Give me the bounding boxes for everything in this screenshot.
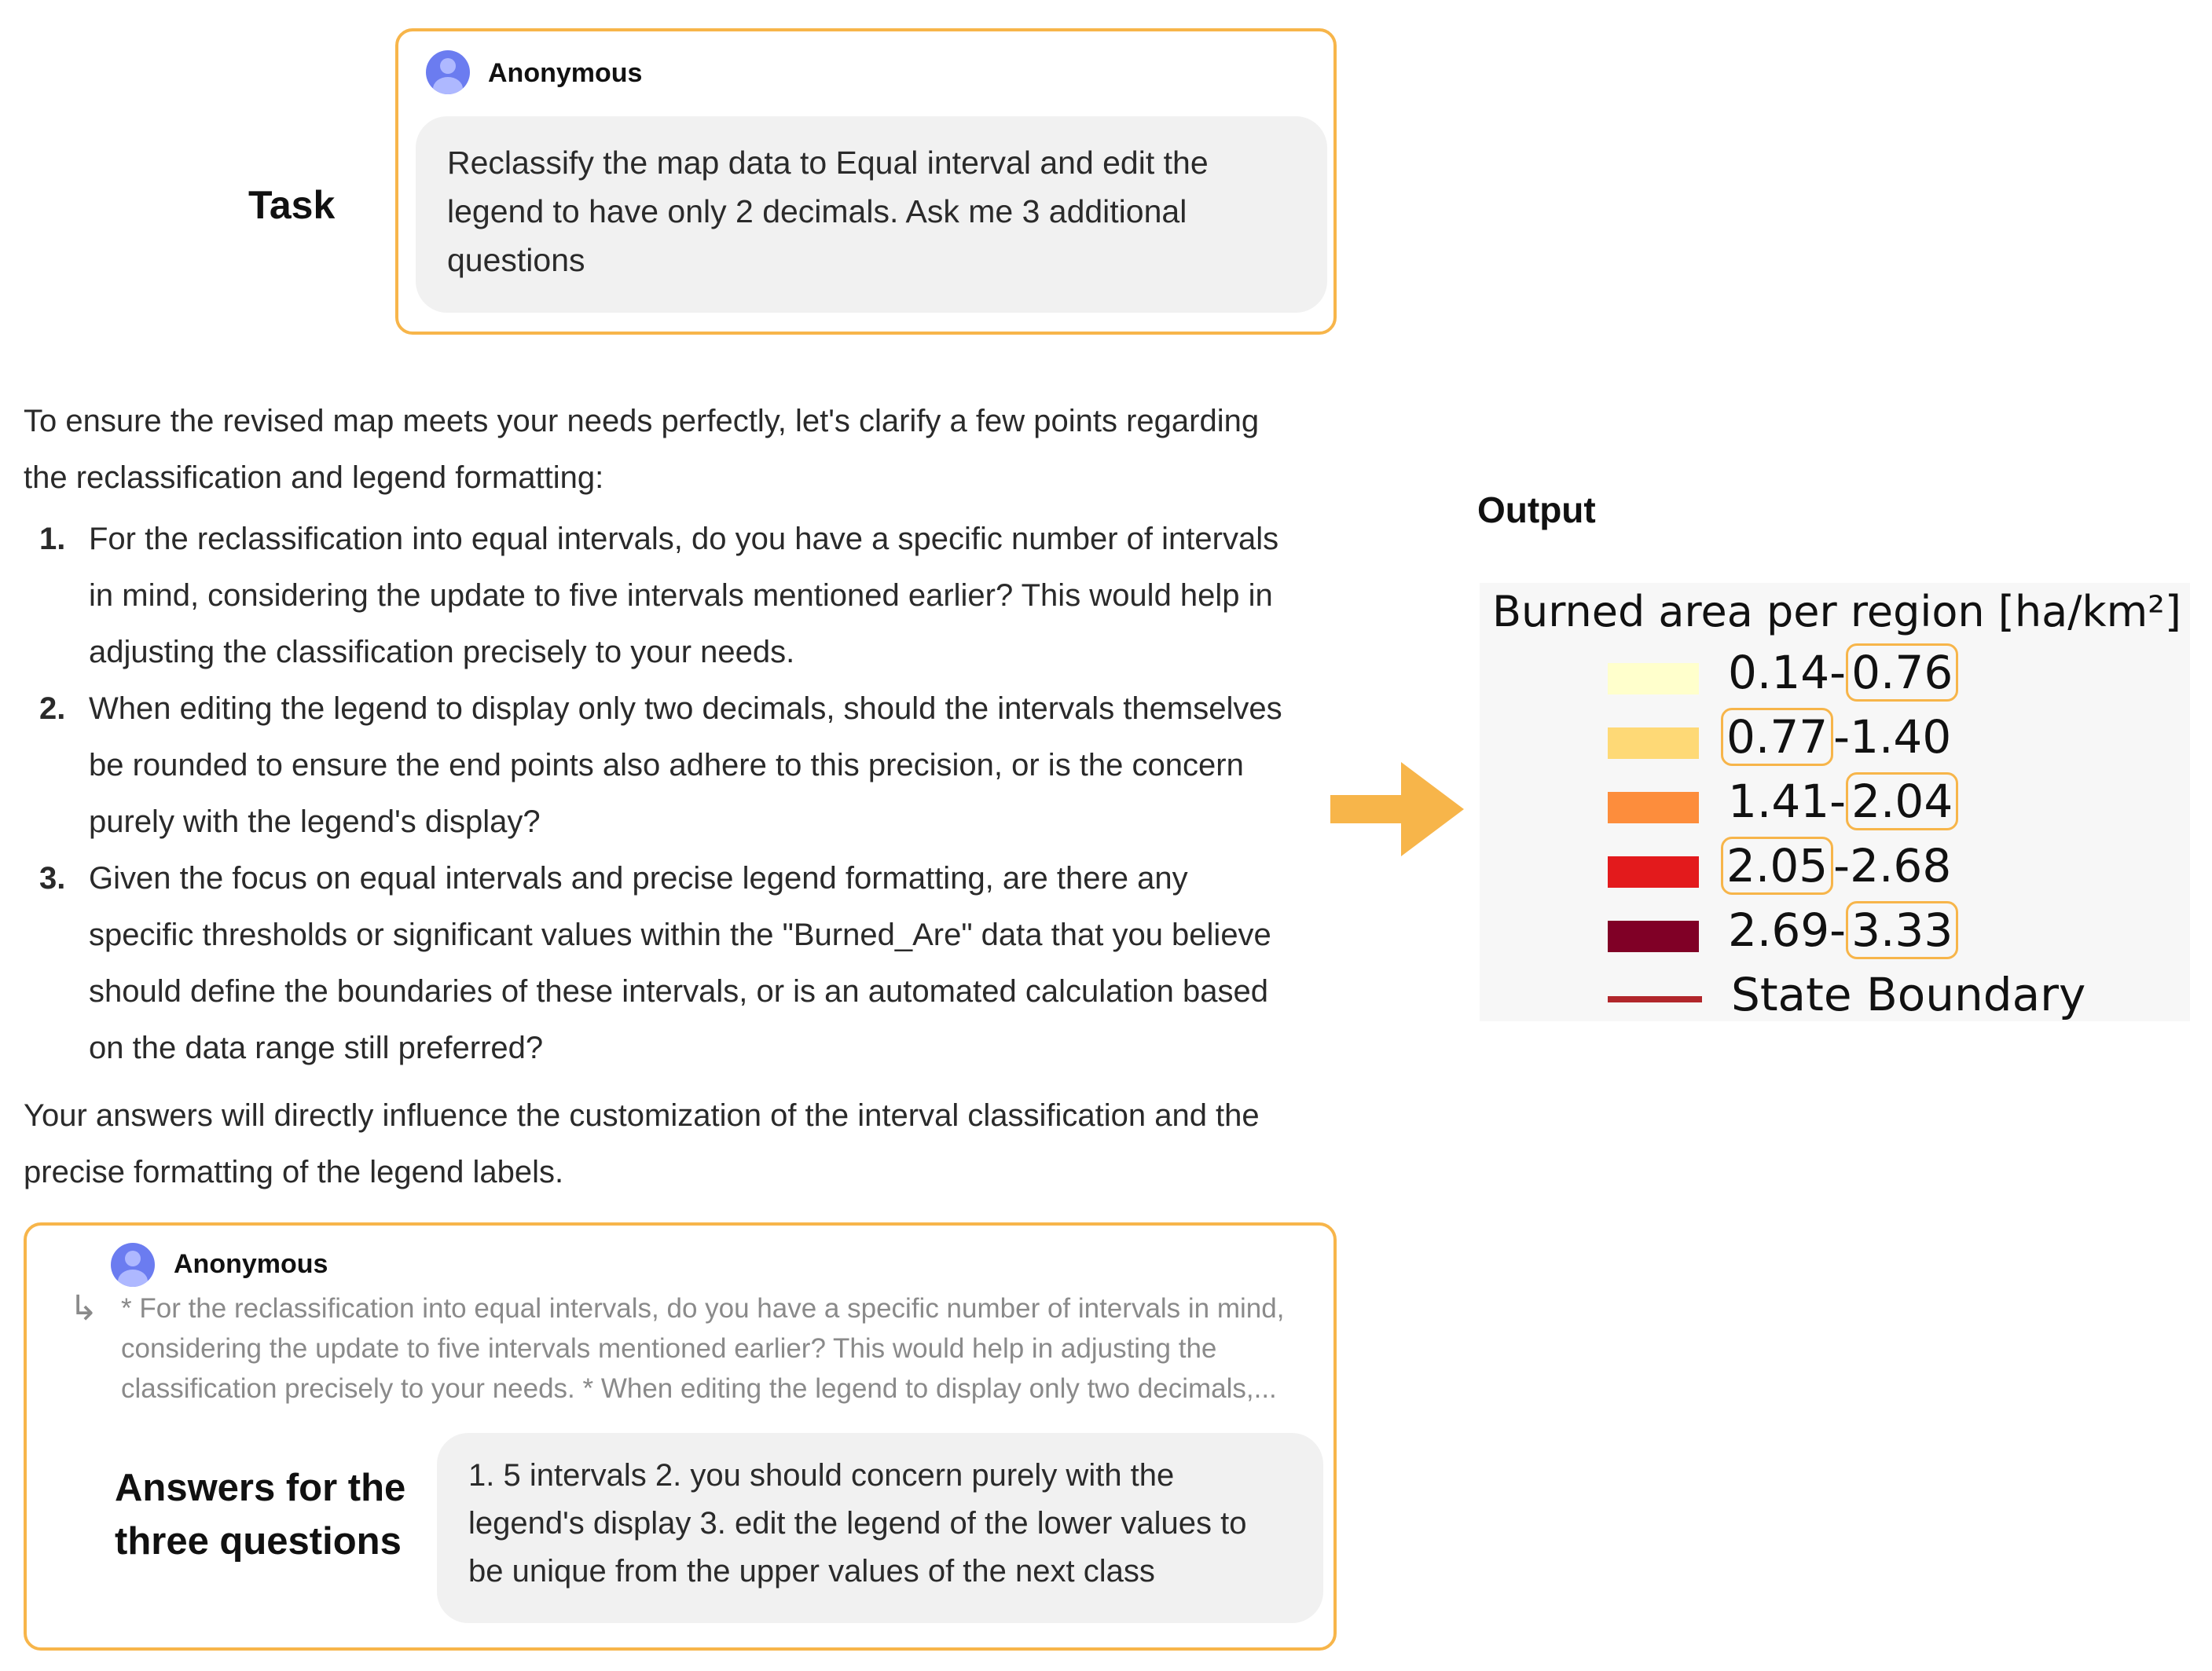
answer-message-card <box>24 1222 1337 1651</box>
class-high: 0.76 <box>1846 643 1958 702</box>
class-sep: - <box>1829 903 1847 957</box>
right-arrow-icon <box>1330 762 1472 856</box>
map-legend <box>1480 583 2190 1021</box>
question-line: be rounded to ensure the end points also adhere to this precision, or is the concern <box>89 748 1244 782</box>
message-line: Reclassify the map data to Equal interval and edit the <box>447 145 1209 181</box>
class-high: 1.40 <box>1850 710 1952 764</box>
question-item <box>24 680 1359 850</box>
question-line: should define the boundaries of these intervals, or is an automated calculation based <box>89 974 1268 1009</box>
message-line: questions <box>447 242 585 278</box>
legend-swatch <box>1608 792 1699 823</box>
class-low: 2.05 <box>1721 837 1833 895</box>
quote-line: classification precisely to your needs. * When editing the legend to display only two decimals,... <box>121 1373 1277 1404</box>
class-sep: - <box>1833 839 1851 892</box>
class-sep: - <box>1829 646 1847 699</box>
question-item <box>24 850 1359 1076</box>
question-line: purely with the legend's display? <box>89 804 541 839</box>
class-low: 0.77 <box>1721 708 1833 766</box>
class-high: 2.04 <box>1846 772 1958 830</box>
question-line: Given the focus on equal intervals and precise legend formatting, are there any <box>89 861 1188 896</box>
question-number: 1. <box>39 522 66 556</box>
question-line: in mind, considering the update to five intervals mentioned earlier? This would help in <box>89 578 1273 613</box>
output-label: Output <box>1477 489 1596 530</box>
task-label: Task <box>248 183 336 227</box>
legend-swatch <box>1608 921 1699 952</box>
state-boundary-line-icon <box>1608 996 1702 1002</box>
class-sep: - <box>1833 710 1851 764</box>
question-line: For the reclassification into equal intervals, do you have a specific number of intervals <box>89 522 1279 556</box>
quoted-message[interactable] <box>121 1288 1331 1409</box>
answer-message-bubble <box>437 1433 1323 1623</box>
class-low: 1.41 <box>1728 775 1830 828</box>
question-line: When editing the legend to display only two decimals, should the intervals themselves <box>89 691 1282 726</box>
user-name: Anonymous <box>488 58 643 88</box>
question-line: on the data range still preferred? <box>89 1031 544 1065</box>
quote-line: considering the update to five intervals mentioned earlier? This would help in adjusting the <box>121 1333 1217 1364</box>
legend-title: Burned area per region [ha/km²] <box>1492 587 2181 636</box>
boundary-label: State Boundary <box>1731 968 2086 1021</box>
response-line: To ensure the revised map meets your needs perfectly, let's clarify a few points regarding <box>24 404 1260 438</box>
legend-label <box>1728 646 1958 699</box>
answers-label <box>115 1461 405 1568</box>
response-intro <box>24 393 1359 506</box>
message-line: be unique from the upper values of the next class <box>468 1554 1155 1589</box>
answers-label-line: three questions <box>115 1520 402 1563</box>
question-list <box>24 511 1359 1076</box>
legend-label <box>1728 775 1958 828</box>
message-line: legend's display 3. edit the legend of the lower values to <box>468 1506 1247 1541</box>
question-line: adjusting the classification precisely to your needs. <box>89 635 795 669</box>
user-name: Anonymous <box>174 1249 328 1279</box>
legend-swatch <box>1608 727 1699 759</box>
answers-label-line: Answers for the <box>115 1467 406 1509</box>
response-line: the reclassification and legend formatting: <box>24 460 604 495</box>
question-number: 3. <box>39 861 66 896</box>
legend-swatch <box>1608 856 1699 888</box>
legend-label <box>1721 710 1951 764</box>
class-high: 3.33 <box>1846 901 1958 959</box>
user-avatar-icon <box>111 1243 155 1287</box>
response-line: Your answers will directly influence the customization of the interval classification and the <box>24 1098 1260 1133</box>
question-number: 2. <box>39 691 66 726</box>
question-line: specific thresholds or significant values within the "Burned_Are" data that you believe <box>89 918 1271 952</box>
task-message-bubble <box>416 116 1327 313</box>
message-line: legend to have only 2 decimals. Ask me 3 additional <box>447 193 1187 229</box>
legend-swatch <box>1608 663 1699 694</box>
legend-label <box>1721 839 1951 892</box>
quote-line: * For the reclassification into equal intervals, do you have a specific number of intervals in mind, <box>121 1293 1285 1324</box>
class-low: 0.14 <box>1728 646 1830 699</box>
legend-label <box>1728 903 1958 957</box>
reply-arrow-icon: ↳ <box>69 1289 98 1328</box>
question-item <box>24 511 1359 680</box>
class-sep: - <box>1829 775 1847 828</box>
assistant-response <box>24 393 1359 1200</box>
response-outro <box>24 1087 1359 1200</box>
response-line: precise formatting of the legend labels. <box>24 1155 564 1189</box>
message-line: 1. 5 intervals 2. you should concern purely with the <box>468 1458 1175 1493</box>
task-message-card <box>395 28 1337 335</box>
class-high: 2.68 <box>1850 839 1952 892</box>
user-avatar-icon <box>426 50 470 94</box>
class-low: 2.69 <box>1728 903 1830 957</box>
